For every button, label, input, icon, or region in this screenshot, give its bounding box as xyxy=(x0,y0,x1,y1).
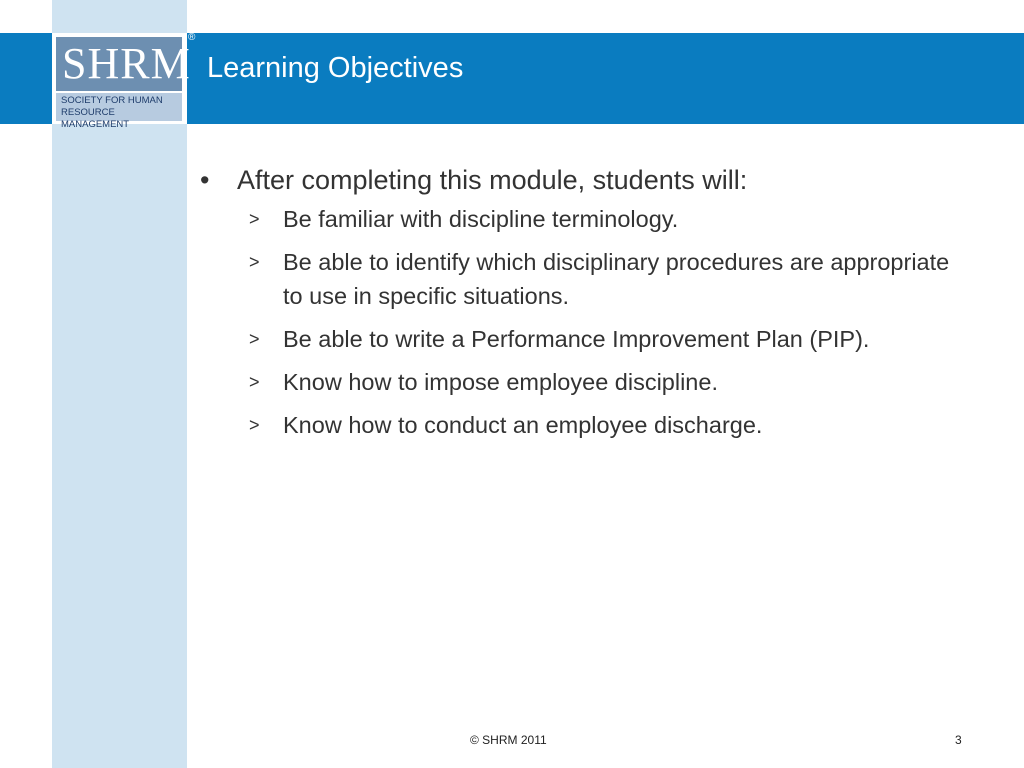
sub-bullet-marker: > xyxy=(249,209,260,229)
sub-bullet-marker: > xyxy=(249,415,260,435)
list-item xyxy=(200,202,960,236)
logo-subtitle-panel xyxy=(56,93,182,130)
sub-bullet-marker: > xyxy=(249,372,260,392)
main-bullet-text: After completing this module, students will: xyxy=(237,165,748,195)
main-bullet xyxy=(200,160,960,200)
page-number: 3 xyxy=(955,733,962,747)
list-item xyxy=(200,408,960,442)
list-item-text: Know how to conduct an employee discharge. xyxy=(283,412,763,438)
sub-bullet-marker: > xyxy=(249,329,260,349)
shrm-logo xyxy=(52,33,191,130)
list-item-text: Be able to write a Performance Improvement Plan (PIP). xyxy=(283,326,870,352)
list-item-text: Be able to identify which disciplinary procedures are appropriate to use in specific situations. xyxy=(283,249,950,309)
copyright-notice: © SHRM 2011 xyxy=(470,733,547,747)
list-item xyxy=(200,365,960,399)
sub-bullet-marker: > xyxy=(249,252,260,272)
registered-mark: ® xyxy=(188,32,196,43)
list-item-text: Be familiar with discipline terminology. xyxy=(283,206,679,232)
bullet-marker: • xyxy=(200,165,210,195)
slide-title: Learning Objectives xyxy=(207,52,464,84)
logo-wordmark: SHRM xyxy=(62,39,191,88)
list-item xyxy=(200,322,960,356)
objectives-list xyxy=(200,202,960,442)
list-item-text: Know how to impose employee discipline. xyxy=(283,369,718,395)
logo-frame xyxy=(56,37,191,130)
content-area xyxy=(200,160,960,451)
logo-subtitle: SOCIETY FOR HUMAN RESOURCE MANAGEMENT xyxy=(61,95,163,130)
logo-wordmark-panel xyxy=(56,37,191,91)
list-item xyxy=(200,245,960,313)
